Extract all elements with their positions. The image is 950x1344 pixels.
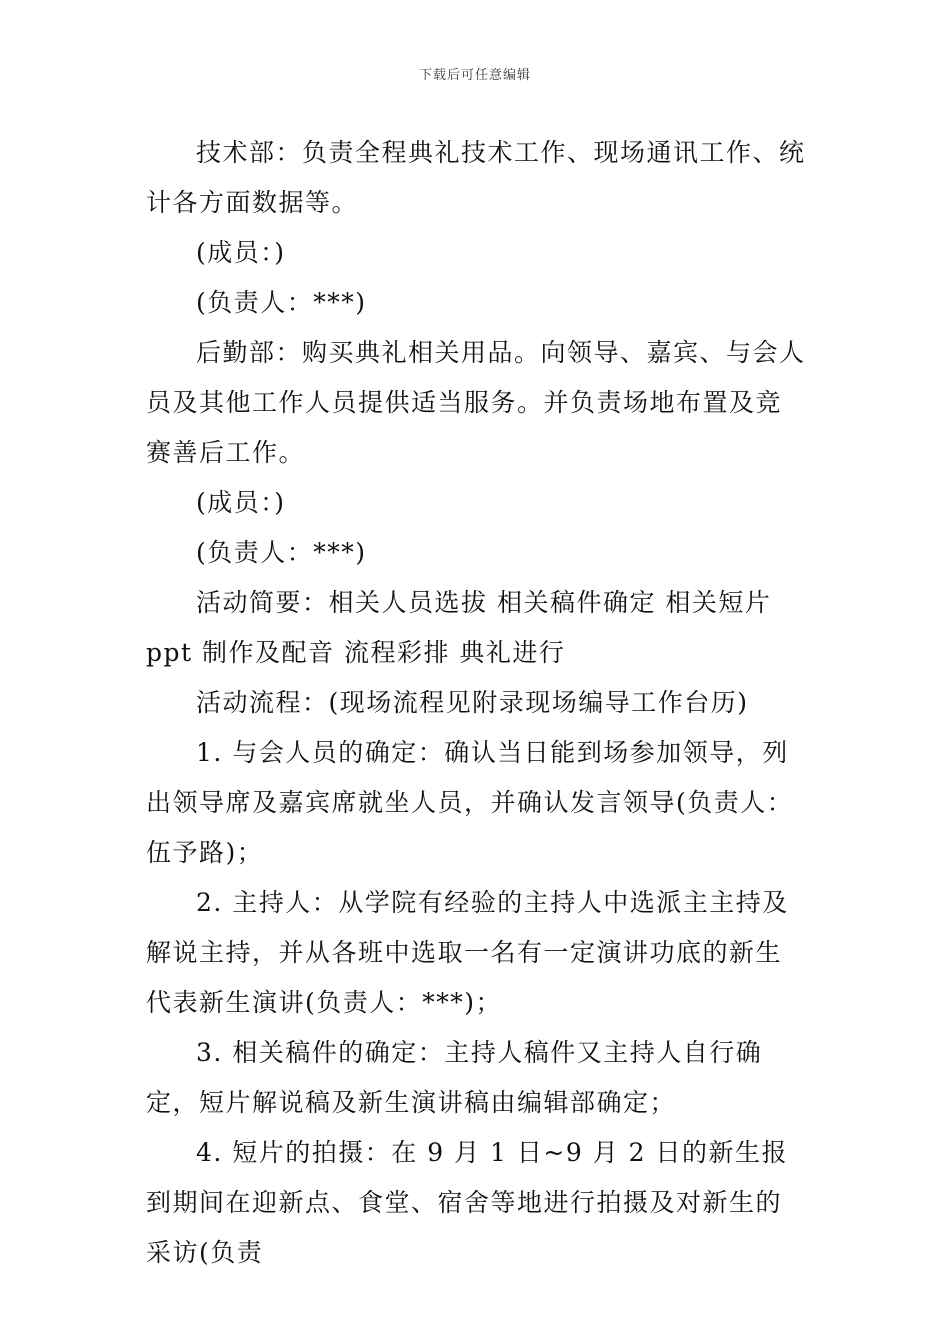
paragraph-logistics-members: (成员：) [196, 488, 286, 517]
paragraph-logistics-lead: (负责人：***) [196, 538, 367, 567]
paragraph-item-4: 4. 短片的拍摄：在 9 月 1 日~9 月 2 日的新生报到期间在迎新点、食堂、宿舍等地进行拍摄及对新生的采访(负责 [146, 1138, 788, 1267]
paragraph-logistics-dept: 后勤部：购买典礼相关用品。向领导、嘉宾、与会人员及其他工作人员提供适当服务。并负责场地布置及竞赛善后工作。 [146, 338, 806, 467]
paragraph-tech-members: (成员：) [196, 238, 286, 267]
paragraph-item-2: 2. 主持人：从学院有经验的主持人中选派主主持及解说主持，并从各班中选取一名有一定演讲功底的新生代表新生演讲(负责人：***)； [146, 888, 789, 1017]
page-header: 下载后可任意编辑 [418, 68, 531, 83]
paragraph-activity-flow: 活动流程：(现场流程见附录现场编导工作台历) [196, 688, 749, 717]
paragraph-activity-summary: 活动简要：相关人员选拔 相关稿件确定 相关短片 ppt 制作及配音 流程彩排 典礼进行 [146, 588, 772, 667]
paragraph-tech-dept: 技术部：负责全程典礼技术工作、现场通讯工作、统计各方面数据等。 [146, 138, 806, 217]
document-body [146, 128, 806, 1278]
paragraph-tech-lead: (负责人：***) [196, 288, 367, 317]
paragraph-item-3: 3. 相关稿件的确定：主持人稿件又主持人自行确定，短片解说稿及新生演讲稿由编辑部确定； [146, 1038, 763, 1117]
paragraph-item-1: 1. 与会人员的确定：确认当日能到场参加领导，列出领导席及嘉宾席就坐人员，并确认发言领导(负责人：伍予路)； [146, 738, 794, 867]
